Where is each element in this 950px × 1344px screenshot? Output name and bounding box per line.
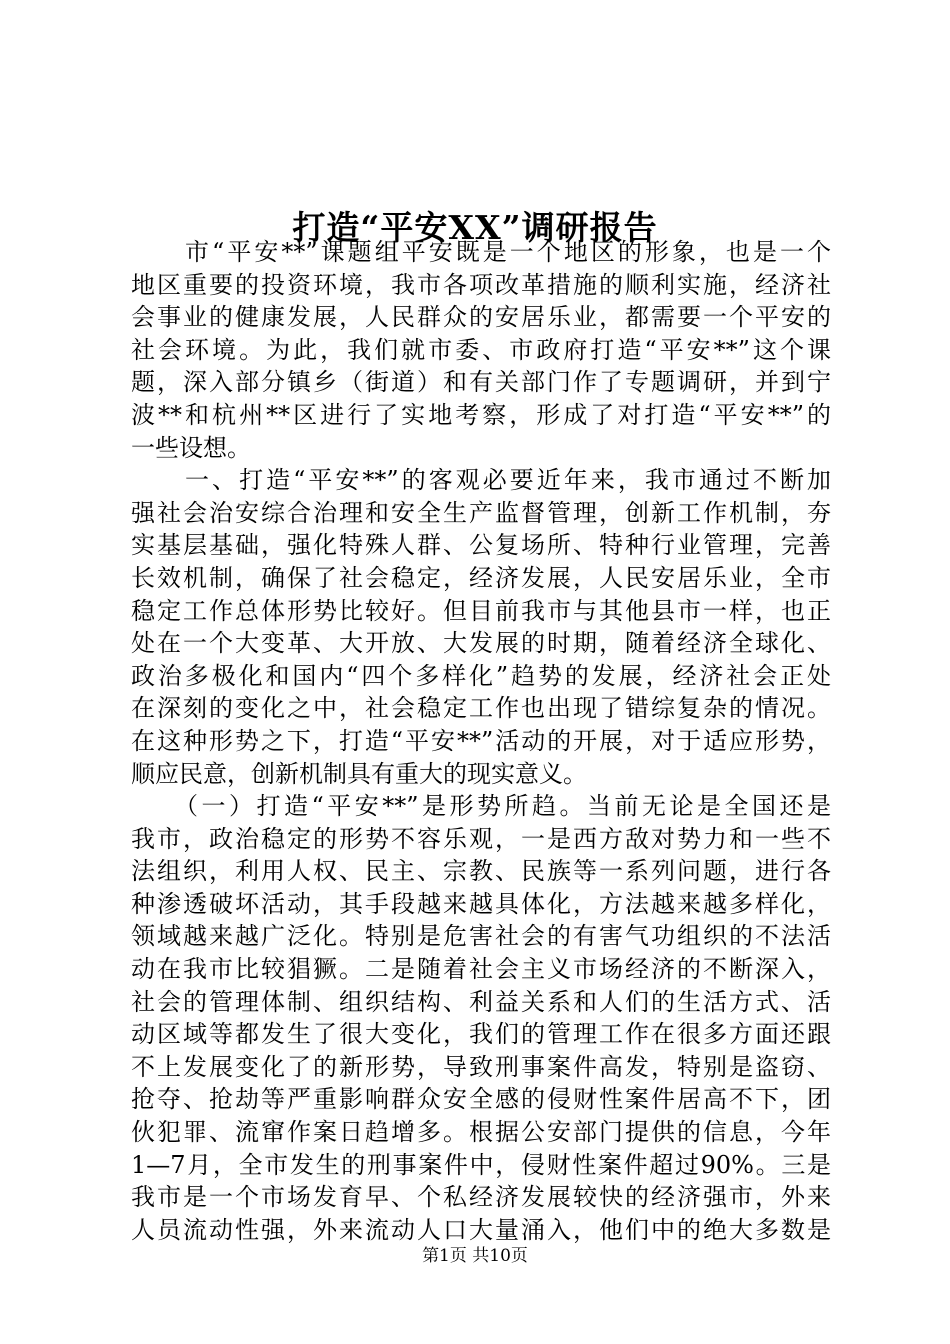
paragraph-line: （一）打造“平安**”是形势所趋。当前无论是全国还是: [131, 792, 831, 821]
paragraph-line: 会事业的健康发展，人民群众的安居乐业，都需要一个平安的: [131, 303, 831, 332]
paragraph-line: 一、打造“平安**”的客观必要近年来，我市通过不断加: [131, 466, 831, 495]
document-body: [131, 236, 831, 1246]
paragraph-line: 波**和杭州**区进行了实地考察，形成了对打造“平安**”的: [131, 400, 831, 429]
paragraph-line: 一些设想。: [131, 433, 251, 462]
paragraph-line: 伙犯罪、流窜作案日趋增多。根据公安部门提供的信息，今年: [131, 1118, 831, 1147]
paragraph-line: 市“平安**”课题组平安既是一个地区的形象，也是一个: [131, 238, 831, 266]
paragraph-line: 动区域等都发生了很大变化，我们的管理工作在很多方面还跟: [131, 1020, 831, 1049]
paragraph: [131, 464, 831, 790]
paragraph-line: 处在一个大变革、大开放、大发展的时期，随着经济全球化、: [131, 629, 831, 658]
paragraph-line: 人员流动性强，外来流动人口大量涌入，他们中的绝大多数是: [131, 1215, 831, 1244]
paragraph-line: 我市，政治稳定的形势不容乐观，一是西方敌对势力和一些不: [131, 824, 831, 853]
paragraph-line: 在深刻的变化之中，社会稳定工作也出现了错综复杂的情况。: [131, 694, 831, 723]
paragraph-line: 长效机制，确保了社会稳定，经济发展，人民安居乐业，全市: [131, 563, 831, 592]
paragraph-line: 题，深入部分镇乡（街道）和有关部门作了专题调研，并到宁: [131, 368, 831, 397]
paragraph-line: 在这种形势之下，打造“平安**”活动的开展，对于适应形势，: [131, 726, 831, 755]
paragraph-line: 领域越来越广泛化。特别是危害社会的有害气功组织的不法活: [131, 922, 831, 951]
paragraph-line: 动在我市比较猖獗。二是随着社会主义市场经济的不断深入，: [131, 955, 831, 984]
paragraph-line: 法组织，利用人权、民主、宗教、民族等一系列问题，进行各: [131, 857, 831, 886]
paragraph-line: 种渗透破坏活动，其手段越来越具体化，方法越来越多样化，: [131, 889, 831, 918]
document-title: 打造“平安XX”调研报告: [292, 208, 658, 248]
paragraph-line: 政治多极化和国内“四个多样化”趋势的发展，经济社会正处: [131, 661, 831, 690]
paragraph-line: 实基层基础，强化特殊人群、公复场所、特种行业管理，完善: [131, 531, 831, 560]
paragraph-line: 强社会治安综合治理和安全生产监督管理，创新工作机制，夯: [131, 498, 831, 527]
paragraph-line: 社会的管理体制、组织结构、利益关系和人们的生活方式、活: [131, 987, 831, 1016]
paragraph: [131, 790, 831, 1246]
paragraph: [131, 236, 831, 464]
paragraph-line: 地区重要的投资环境，我市各项改革措施的顺利实施，经济社: [131, 270, 831, 299]
paragraph-line: 不上发展变化了的新形势，导致刑事案件高发，特别是盗窃、: [131, 1052, 831, 1081]
paragraph-line: 抢夺、抢劫等严重影响群众安全感的侵财性案件居高不下，团: [131, 1085, 831, 1114]
page-footer: 第1页 共10页: [422, 1246, 528, 1266]
paragraph-line: 社会环境。为此，我们就市委、市政府打造“平安**”这个课: [131, 335, 831, 364]
paragraph-line: 我市是一个市场发育早、个私经济发展较快的经济强市，外来: [131, 1183, 831, 1212]
paragraph-line: 顺应民意，创新机制具有重大的现实意义。: [131, 759, 587, 788]
paragraph-line: 1—7月，全市发生的刑事案件中，侵财性案件超过90%。三是: [131, 1150, 831, 1179]
paragraph-line: 稳定工作总体形势比较好。但目前我市与其他县市一样，也正: [131, 596, 831, 625]
